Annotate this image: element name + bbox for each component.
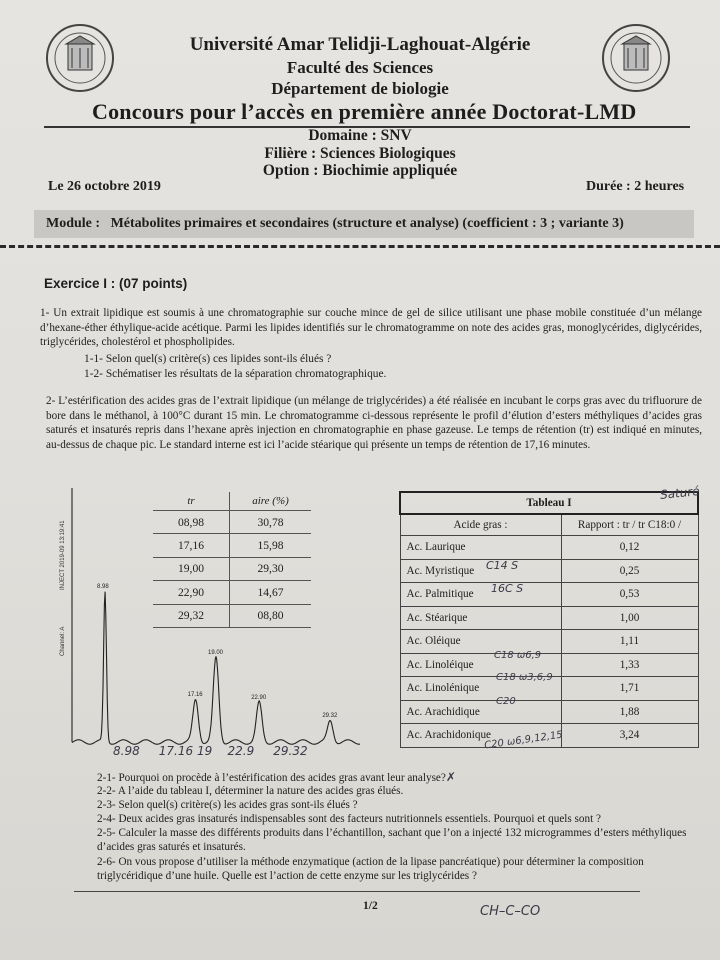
- handwritten-linoleique: C18 ω6,9: [494, 650, 542, 661]
- peak-label: 29.32: [322, 713, 338, 719]
- q-number: 2-1-: [97, 772, 116, 784]
- table-row: [400, 536, 698, 560]
- tr-cell: 22,90: [153, 581, 230, 604]
- handwritten-satur: Saturé: [659, 483, 701, 503]
- table-row: [400, 606, 698, 630]
- ratio-cell: 3,24: [561, 724, 698, 748]
- q-text: Pourquoi on procède à l’estérification des acides gras avant leur analyse?: [118, 772, 446, 784]
- tr-cell: 29,32: [153, 604, 230, 627]
- aire-cell: 15,98: [230, 534, 312, 557]
- ratio-cell: 1,71: [561, 677, 698, 701]
- exam-duration: Durée : 2 heures: [586, 179, 685, 194]
- aire-cell: 14,67: [230, 581, 312, 604]
- table-row: [153, 511, 311, 534]
- acid-cell: Ac. Palmitique: [400, 583, 561, 607]
- ratio-cell: 0,25: [561, 559, 698, 583]
- table-row: [400, 630, 698, 654]
- handwritten-x-mark: ✗: [445, 770, 456, 784]
- table-row: [153, 604, 311, 627]
- handwritten-palmitique: 16C S: [491, 582, 524, 595]
- ratio-cell: 0,12: [561, 536, 698, 560]
- ratio-cell: 1,33: [561, 653, 698, 677]
- retention-col-tr: tr: [153, 492, 230, 511]
- filiere: Filière : Sciences Biologiques: [264, 145, 456, 162]
- peak-label: 17.16: [187, 692, 203, 698]
- module-bar: [34, 210, 694, 238]
- domaine: Domaine : SNV: [308, 127, 412, 144]
- aire-cell: 29,30: [230, 557, 312, 580]
- q2-number: 2-: [46, 395, 56, 407]
- question-2-2: [97, 785, 697, 799]
- dashed-separator: [0, 245, 720, 248]
- handwritten-linolenique: C18 ω3,6,9: [496, 672, 553, 683]
- acid-cell: Ac. Linoléique: [400, 653, 561, 677]
- ratio-cell: 1,00: [561, 606, 698, 630]
- module-label: Module :: [46, 216, 101, 231]
- q-text: Calculer la masse des différents produits dans l’échantillon, sachant que l’on a injecté 132 microgrammes d’esters méthyliques d’acides gras saturés et insaturés.: [97, 827, 687, 853]
- exercise-title: Exercice I : (07 points): [44, 276, 188, 291]
- question-2-5: [97, 827, 701, 854]
- table-row: [400, 583, 698, 607]
- retention-col-aire: aire (%): [230, 492, 312, 511]
- q1-text: Un extrait lipidique est soumis à une chromatographie sur couche mince de gel de silice utilisant une phase mobile constituée d’un mélange d’hexane-éther éthylique-acide acétique. Parmi les lipides identifiés sur le chromatogramme on note des acides gras, monoglycérides, diglycérides, triglycérides, cholestérol et phospholipides.: [40, 307, 703, 349]
- q1-number: 1-: [40, 307, 50, 319]
- tableau-1-col-ratio: Rapport : tr / tr C18:0 /: [561, 514, 698, 536]
- faculty-name: Faculté des Sciences: [286, 58, 434, 77]
- acid-cell: Ac. Linolénique: [400, 677, 561, 701]
- acid-cell: Ac. Oléique: [400, 630, 561, 654]
- q-text: On vous propose d’utiliser la méthode enzymatique (action de la lipase pancréatique) pour déterminer la composition triglycéridique d’une huile. Quelle est l’action de cette enzyme sur les triglycérides ?: [97, 856, 644, 882]
- bottom-rule: [74, 891, 640, 892]
- acid-cell: Ac. Laurique: [400, 536, 561, 560]
- question-2-3: [97, 799, 697, 813]
- handwritten-axis-marks: 8.98 17.16 19 22.9 29.32: [113, 744, 308, 758]
- q-number: 2-3-: [97, 799, 116, 811]
- q-text: Selon quel(s) critère(s) les acides gras sont-ils élués ?: [118, 799, 358, 811]
- ratio-cell: 0,53: [561, 583, 698, 607]
- tableau-1-col-acid: Acide gras :: [400, 514, 561, 536]
- ratio-cell: 1,88: [561, 700, 698, 724]
- handwritten-arachidonique: C20 ω6,9,12,15: [483, 729, 564, 752]
- table-row: [400, 700, 698, 724]
- handwritten-formula: CH–C–CO: [480, 904, 541, 919]
- ratio-cell: 1,11: [561, 630, 698, 654]
- acid-cell: Ac. Arachidique: [400, 700, 561, 724]
- table-row: [400, 559, 698, 583]
- question-2-6: [97, 856, 701, 883]
- question-2-1: [97, 771, 697, 786]
- acid-cell: Ac. Stéarique: [400, 606, 561, 630]
- tableau-1: [399, 491, 699, 748]
- q-number: 2-6-: [97, 856, 116, 868]
- question-1-1: 1-1- Selon quel(s) critère(s) ces lipides sont-ils élués ?: [84, 353, 332, 365]
- department-name: Département de biologie: [271, 79, 449, 98]
- question-1: [40, 306, 702, 350]
- table-row: [153, 581, 311, 604]
- axis-channel-text: Channel: A: [60, 626, 66, 656]
- tr-cell: 19,00: [153, 557, 230, 580]
- tableau-1-title: Tableau I: [400, 492, 698, 514]
- question-2: [46, 394, 702, 452]
- q-text: A l’aide du tableau I, déterminer la nature des acides gras élués.: [117, 785, 404, 797]
- q-text: Deux acides gras insaturés indispensables sont des facteurs nutritionnels essentiels. Pourquoi et quels sont ?: [118, 813, 601, 825]
- retention-table: [153, 492, 311, 628]
- module-text: Métabolites primaires et secondaires (structure et analyse) (coefficient : 3 ; variante 3): [110, 216, 624, 231]
- aire-cell: 30,78: [230, 511, 312, 534]
- q-number: 2-5-: [97, 827, 116, 839]
- question-2-4: [97, 813, 701, 827]
- peak-label: 22.90: [251, 695, 267, 701]
- table-row: [153, 557, 311, 580]
- tr-cell: 17,16: [153, 534, 230, 557]
- handwritten-arachidique: C20: [496, 696, 516, 707]
- table-row: [153, 534, 311, 557]
- acid-cell: Ac. Myristique: [400, 559, 561, 583]
- exam-title: Concours pour l’accès en première année Doctorat-LMD: [92, 99, 637, 124]
- handwritten-myristique: C14 S: [486, 559, 519, 572]
- q2-text: L’estérification des acides gras de l’extrait lipidique (un mélange de triglycérides) a été réalisée en incubant le corps gras avec du trifluorure de bore dans le méthanol, à 100°C durant 15 min. Le chromatogramme ci-dessous représente le profil d’élution d’esters méthyliques d’acides gras saturés et insaturés repris dans l’hexane après injection en chromatographie en phase gazeuse. Le temps de rétention (tr) est indiqué en minutes, au-dessus de chaque pic. Le standard interne est ici l’acide stéarique qui présente un temps de rétention de 17,16 minutes.: [46, 395, 702, 451]
- peak-label: 8.98: [97, 584, 109, 590]
- peak-label: 19.00: [208, 650, 224, 656]
- question-1-2: 1-2- Schématiser les résultats de la séparation chromatographique.: [84, 368, 387, 380]
- exam-date: Le 26 octobre 2019: [48, 179, 161, 194]
- tr-cell: 08,98: [153, 511, 230, 534]
- acid-cell: Ac. Arachidonique: [400, 724, 561, 748]
- q-number: 2-4-: [97, 813, 116, 825]
- aire-cell: 08,80: [230, 604, 312, 627]
- q-number: 2-2-: [97, 785, 116, 797]
- university-name: Université Amar Telidji-Laghouat-Algérie: [189, 34, 531, 55]
- axis-inject-text: INJECT 2019-09 13:19:41: [60, 520, 66, 590]
- option: Option : Biochimie appliquée: [262, 162, 458, 179]
- page-number: 1/2: [363, 900, 378, 912]
